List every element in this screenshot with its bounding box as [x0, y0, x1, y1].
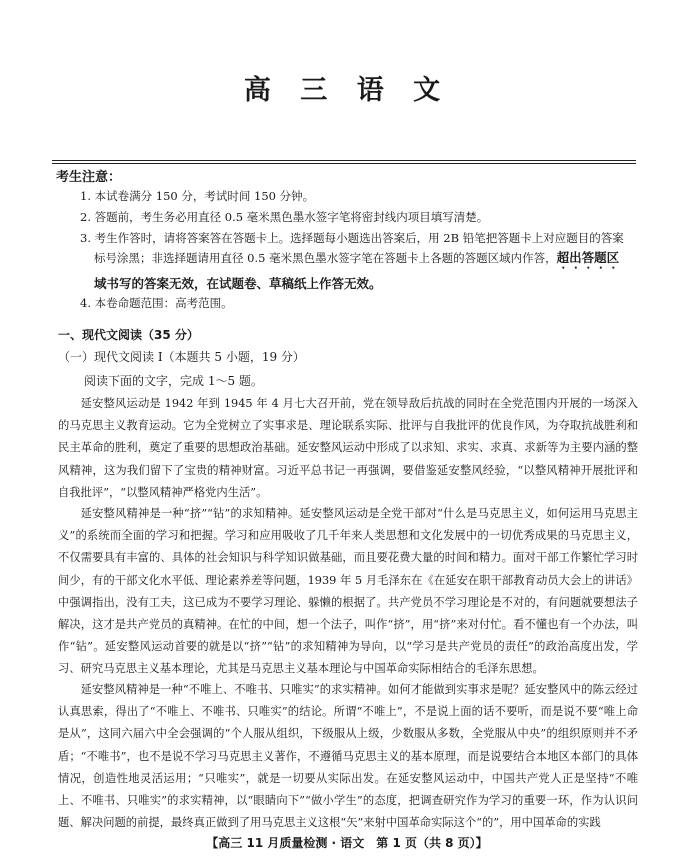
- passage-paragraph-2: 延安整风精神是一种“挤”“钻”的求知精神。延安整风运动是全党干部对“什么是马克思主义，如何运用马克思主义”的系统而全面的学习和把握。学习和应用吸收了几千年来人类思想和文化发展中的一切优秀成果的马克思主义，不仅需要具有丰富的、具体的社会知识与科学知识做基础，而且要花费大量的时间和精力。面对干部工作繁忙学习时间少，有的干部文化水平低、理论素养差等问题，1939 年 5 月毛泽东在《在延安在职干部教育动员大会上的讲话》中强调指出，没有工夫，这已成为不要学习理论、躲懒的根据了。共产党员不学习理论是不对的，有问题就要想法子解决，这才是共产党员的真精神。在忙的中间，想一个法子，叫作“挤”，用“挤”来对付忙。看不懂也有一个办法，叫作“钻”。延安整风运动首要的就是以“挤”“钻”的求知精神为导向，以“学习是共产党员的责任”的政治高度出发，学习、研究马克思主义基本理论，尤其是马克思主义基本理论与中国革命实际相结合的毛泽东思想。: [58, 507, 638, 676]
- notice-item-3-line2-text: 标号涂黑；非选择题请用直径 0.5 毫米黑色墨水签字笔在答题卡上各题的答题区域内作答，: [94, 251, 557, 265]
- notice-item-3: [80, 228, 640, 294]
- top-divider-thin: [52, 163, 636, 164]
- paper-title: 高 三 语 文: [243, 75, 451, 106]
- notice-item-3-emphasis: 超出答题区: [556, 250, 620, 265]
- passage-paragraph-1: 延安整风运动是 1942 年到 1945 年 4 月七大召开前，党在领导敌后抗战的同时在全党范围内开展的一场深入的马克思主义教育运动。它为全党树立了实事求是、理论联系实际、批评与自我批评的优良作风，为夺取抗战胜利和民主革命的胜利，奠定了重要的思想政治基础。延安整风运动中形成了以求知、求实、求真、求新等为主要内涵的整风精神，这为我们留下了宝贵的精神财富。习近平总书记一再强调，要借鉴延安整风经验，“以整风精神开展批评和自我批评”，“以整风精神严格党内生活”。: [58, 397, 638, 499]
- section-instruction: 阅读下面的文字，完成 1～5 题。: [84, 374, 263, 388]
- passage-paragraph-3: 延安整风精神是一种“不唯上、不唯书、只唯实”的求实精神。如何才能做到实事求是呢？延安整风中的陈云经过认真思索，得出了“不唯上、不唯书、只唯实”的结论。所谓“不唯上”，不是说上面的话不要听，而是说不要“唯上命是从”，这同六届六中全会强调的“个人服从组织，下级服从上级，少数服从多数，全党服从中央”的组织原则并不矛盾；“不唯书”，也不是说不学习马克思主义著作，不遵循马克思主义的基本原理，而是说要结合本地区本部门的具体情况，创造性地灵活运用；“只唯实”，就是一切要从实际出发。在延安整风运动中，中国共产党人正是坚持“不唯上、不唯书、只唯实”的求实精神，以“眼睛向下”“做小学生”的态度，把调查研究作为学习的重要一环，作为认识问题、解决问题的前提，最终真正做到了用马克思主义这根“矢”来射中国革命实际这个“的”，用中国革命的实践: [58, 683, 638, 830]
- page-footer: 【高三 11 月质量检测 · 语文 第 1 页（共 8 页）】: [206, 836, 488, 850]
- notice-item-3-line3: 域书写的答案无效，在试题卷、草稿纸上作答无效。: [94, 276, 382, 291]
- top-divider: [52, 160, 636, 161]
- notice-item-3-line2: [80, 248, 640, 272]
- notice-item-1: 1. 本试卷满分 150 分，考试时间 150 分钟。: [80, 189, 315, 203]
- notice-item-2: 2. 答题前，考生务必用直径 0.5 毫米黑色墨水签字笔将密封线内项目填写清楚。: [80, 210, 489, 224]
- notice-heading: 考生注意：: [56, 170, 122, 185]
- notice-item-3-line1: 3. 考生作答时，请将答案答在答题卡上。选择题每小题选出答案后，用 2B 铅笔把答题卡上对应题目的答案: [80, 231, 624, 245]
- section-heading: 一、现代文阅读（35 分）: [58, 328, 199, 342]
- section-subheading: （一）现代文阅读 Ⅰ（本题共 5 小题，19 分）: [58, 350, 305, 364]
- notice-item-4: 4. 本卷命题范围：高考范围。: [80, 296, 233, 310]
